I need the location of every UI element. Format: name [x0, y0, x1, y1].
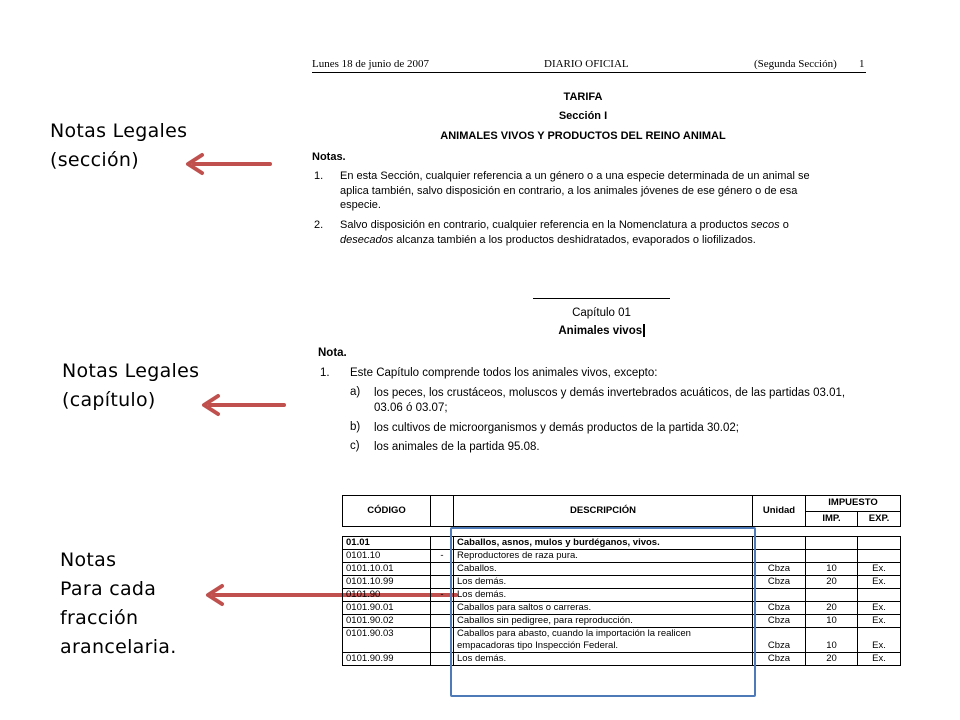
- note-line: 03.06 ó 03.07;: [374, 401, 448, 414]
- label-line: Para cada: [60, 578, 157, 600]
- table-cell-imp: 20: [806, 653, 858, 666]
- header-tax: IMPUESTO: [806, 496, 901, 512]
- table-cell-description: Reproductores de raza pura.: [454, 550, 753, 563]
- table-cell-code: 0101.90.01: [343, 602, 431, 615]
- table-cell-description: Los demás.: [454, 653, 753, 666]
- table-cell-exp: [858, 550, 901, 563]
- header-unit: Unidad: [753, 496, 806, 527]
- arrow-section-icon: [180, 150, 275, 176]
- label-line: Notas: [60, 549, 117, 571]
- header-code: CÓDIGO: [343, 496, 431, 527]
- description-line: empacadoras tipo Inspección Federal.: [457, 640, 619, 651]
- chapter-note-c-letter: c): [350, 440, 360, 452]
- section-title-animales: ANIMALES VIVOS Y PRODUCTOS DEL REINO ANIMAL: [440, 130, 726, 142]
- table-cell-imp: 10: [806, 628, 858, 653]
- label-fraction-notes: [60, 546, 177, 662]
- note-text: alcanza también a los productos deshidratados, evaporados o liofilizados.: [393, 233, 756, 246]
- table-cell-unit: Cbza: [753, 628, 806, 653]
- label-line: (capítulo): [62, 389, 156, 411]
- table-cell-code: 01.01: [343, 537, 431, 550]
- table-cell-exp: Ex.: [858, 563, 901, 576]
- section-note-2-number: 2.: [314, 219, 324, 231]
- table-cell-imp: 20: [806, 576, 858, 589]
- label-line: Notas Legales: [62, 360, 200, 382]
- table-cell-description: Los demás.: [454, 589, 753, 602]
- chapter-notes-heading: Nota.: [318, 347, 347, 359]
- table-cell-exp: Ex.: [858, 602, 901, 615]
- table-cell-exp: Ex.: [858, 576, 901, 589]
- label-line: Notas Legales: [50, 120, 188, 142]
- table-cell-exp: Ex.: [858, 615, 901, 628]
- table-cell-unit: Cbza: [753, 576, 806, 589]
- section-note-2: [340, 218, 890, 247]
- label-chapter-notes: [62, 357, 199, 415]
- table-cell-imp: [806, 537, 858, 550]
- header-section: (Segunda Sección): [754, 58, 837, 70]
- note-text: Salvo disposición en contrario, cualquier referencia en la Nomenclatura a productos: [340, 219, 751, 231]
- header-journal: DIARIO OFICIAL: [544, 58, 629, 70]
- note-text: o: [779, 219, 789, 231]
- table-cell-code: 0101.10.01: [343, 563, 431, 576]
- label-line: (sección): [50, 149, 139, 171]
- table-cell-exp: [858, 589, 901, 602]
- table-cell-code: 0101.90.99: [343, 653, 431, 666]
- table-cell-unit: Cbza: [753, 602, 806, 615]
- label-line: fracción: [60, 607, 139, 629]
- table-cell-description: Caballos sin pedigree, para reproducción.: [454, 615, 753, 628]
- table-cell-unit: Cbza: [753, 615, 806, 628]
- section-notes-heading: Notas.: [312, 151, 346, 163]
- table-cell-imp: [806, 550, 858, 563]
- note-line: En esta Sección, cualquier referencia a un género o a una especie determinada de un animal se: [340, 170, 810, 182]
- table-cell-code: 0101.90: [343, 589, 431, 602]
- table-cell-imp: 10: [806, 563, 858, 576]
- text-cursor: [643, 324, 645, 337]
- table-cell-imp: [806, 589, 858, 602]
- note-line: los peces, los crustáceos, moluscos y demás invertebrados acuáticos, de las partidas 03.01,: [374, 387, 846, 399]
- chapter-rule: [533, 298, 670, 299]
- label-section-notes: [50, 117, 187, 175]
- table-cell-unit: Cbza: [753, 653, 806, 666]
- header-dash: [431, 496, 454, 527]
- chapter-number: Capítulo 01: [572, 307, 631, 319]
- table-cell-imp: 10: [806, 615, 858, 628]
- chapter-note-c: los animales de la partida 95.08.: [374, 441, 540, 453]
- table-cell-exp: Ex.: [858, 628, 901, 653]
- chapter-note-a-letter: a): [350, 386, 361, 398]
- header-exp: EXP.: [858, 511, 901, 527]
- chapter-title: [533, 324, 670, 339]
- note-italic: secos: [750, 219, 780, 231]
- table-header-row: [343, 496, 901, 512]
- description-highlight-box: [450, 527, 756, 697]
- header-page: 1: [859, 58, 865, 70]
- section-title-seccion: Sección I: [558, 110, 608, 122]
- arrow-chapter-icon: [196, 392, 288, 418]
- section-title-tarifa: TARIFA: [563, 91, 603, 103]
- note-line: aplica también, salvo disposición en contrario, a los animales jóvenes de ese género o de esa: [340, 184, 798, 197]
- table-cell-description: Caballos, asnos, mulos y burdéganos, vivos.: [454, 537, 753, 550]
- journal-header: [312, 58, 866, 73]
- header-date: Lunes 18 de junio de 2007: [312, 58, 430, 70]
- note-line: [340, 233, 890, 248]
- chapter-title-text: Animales vivos: [558, 325, 643, 337]
- chapter-note-1: Este Capítulo comprende todos los animales vivos, excepto:: [350, 367, 658, 379]
- description-line: Caballos para abasto, cuando la importación la realicen: [457, 628, 691, 639]
- chapter-note-b-letter: b): [350, 421, 361, 433]
- chapter-note-a: [374, 386, 914, 415]
- table-cell-unit: [753, 550, 806, 563]
- table-cell-unit: [753, 537, 806, 550]
- table-cell-code: 0101.90.03: [343, 628, 431, 653]
- chapter-note-1-number: 1.: [320, 367, 330, 379]
- section-note-1-number: 1.: [314, 170, 324, 182]
- table-cell-description: Caballos para saltos o carreras.: [454, 602, 753, 615]
- note-italic: desecados: [340, 233, 394, 246]
- table-cell-dash: -: [431, 589, 454, 602]
- chapter-note-b: los cultivos de microorganismos y demás productos de la partida 30.02;: [374, 422, 739, 434]
- table-cell-code: 0101.90.02: [343, 615, 431, 628]
- table-cell-imp: 20: [806, 602, 858, 615]
- table-cell-code: 0101.10: [343, 550, 431, 563]
- header-imp: IMP.: [806, 511, 858, 527]
- table-cell-exp: Ex.: [858, 653, 901, 666]
- table-cell-exp: [858, 537, 901, 550]
- label-line: arancelaria.: [60, 636, 177, 658]
- header-description: DESCRIPCIÓN: [454, 496, 753, 527]
- table-cell-dash: -: [431, 550, 454, 563]
- table-cell-description: Caballos.: [454, 563, 753, 576]
- table-cell-code: 0101.10.99: [343, 576, 431, 589]
- table-cell-unit: [753, 589, 806, 602]
- note-line: especie.: [340, 199, 381, 211]
- table-cell-description: Los demás.: [454, 576, 753, 589]
- section-note-1: [340, 169, 890, 213]
- note-line: [340, 218, 890, 233]
- table-cell-unit: Cbza: [753, 563, 806, 576]
